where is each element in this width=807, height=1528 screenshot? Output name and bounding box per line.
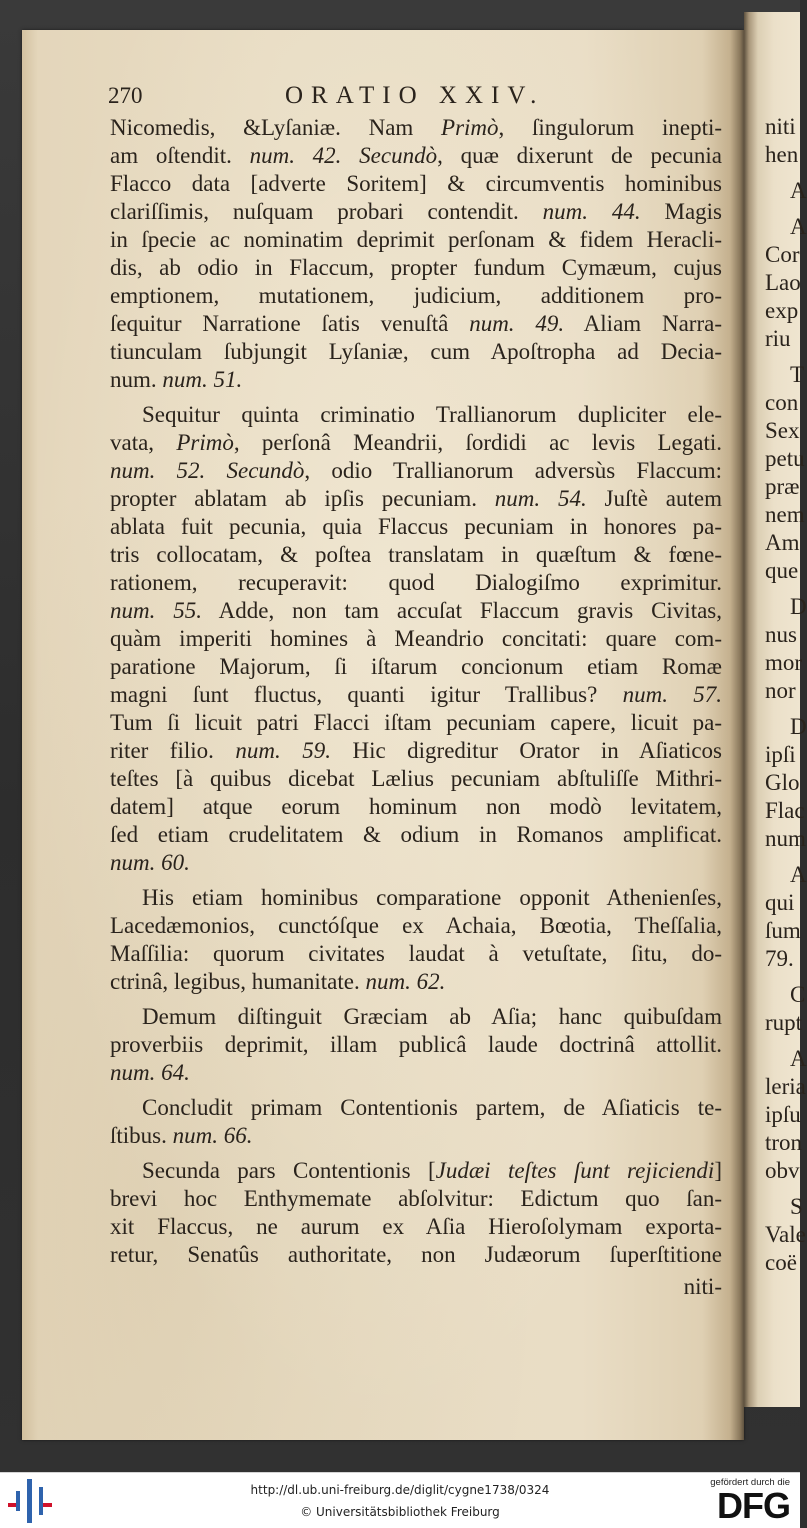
text-run: xit Flaccus, ne aurum ex Aſia Hieroſolymam exporta- (110, 1214, 722, 1239)
facing-line-fragment: nem (765, 502, 805, 527)
text-run: Tum ſi licuit patri Flacci iſtam pecuniam capere, licuit pa- (110, 710, 722, 735)
facing-paragraph (765, 593, 807, 705)
facing-line-fragment: qui (765, 890, 795, 915)
paragraph (110, 884, 722, 996)
facing-line-fragment: exp (765, 298, 799, 323)
text-run: Maſſilia: quorum civitates laudat à vetuſtate, ſitu, do- (110, 941, 722, 966)
facing-line-fragment: S (790, 1194, 803, 1219)
text-run: emptionem, mutationem, judicium, additionem pro- (110, 283, 722, 308)
text-line (110, 1122, 722, 1150)
text-run: tiunculam ſubjungit Lyſaniæ, cum Apoſtropha ad Decia- (110, 339, 722, 364)
facing-line-fragment: nus (765, 622, 797, 647)
text-line (110, 765, 722, 793)
italic-run: num. 52. (110, 458, 206, 483)
paragraph (110, 114, 722, 394)
text-line (110, 485, 722, 513)
facing-page (744, 12, 807, 1407)
text-line (110, 1031, 722, 1059)
copyright-notice: © Universitätsbibliothek Freiburg (300, 1505, 500, 1519)
text-run: ſed etiam crudelitatem & odium in Romanos amplificat. (110, 822, 722, 847)
text-run: dis, ab odio in Flaccum, propter fundum Cymæum, cujus (110, 255, 722, 280)
text-line (110, 1059, 722, 1087)
text-line (110, 821, 722, 849)
facing-paragraph (765, 1045, 807, 1185)
text-line (110, 849, 722, 877)
page-body (110, 114, 722, 1269)
text-line (110, 198, 722, 226)
facing-line-fragment: A (790, 214, 807, 239)
italic-run: num. 44. (542, 199, 641, 224)
facing-line-fragment: Vale (765, 1222, 806, 1247)
text-run: proverbiis deprimit, illam publicâ laude doctrinâ attollit. (110, 1032, 722, 1057)
text-column (110, 82, 722, 1301)
facing-line-fragment: Glo (765, 770, 800, 795)
italic-run: Judæi teſtes ſunt rejiciendi (435, 1158, 715, 1183)
text-run: ſequitur Narratione ſatis venuſtâ (110, 311, 470, 336)
facing-line-fragment: ipſu (765, 1102, 801, 1127)
text-run: , quæ dixerunt de pecunia (437, 143, 722, 168)
footer-bar (0, 1472, 800, 1528)
text-line (110, 429, 722, 457)
facing-line-fragment: D (790, 594, 807, 619)
text-line (110, 597, 722, 625)
text-line (110, 366, 722, 394)
text-line (110, 1157, 722, 1185)
italic-run: num. 55. (110, 598, 203, 623)
facing-paragraph (765, 1193, 806, 1277)
text-run: brevi hoc Enthymemate abſolvitur: Edictum quo ſan- (110, 1186, 722, 1211)
facing-line-fragment: Sex (765, 418, 800, 443)
text-line (110, 457, 722, 485)
facing-line-fragment: tron (765, 1130, 803, 1155)
text-run: propter ablatam ab ipſis pecuniam. (110, 486, 495, 511)
facing-paragraph (765, 113, 800, 169)
text-line (110, 170, 722, 198)
italic-run: Secundò (359, 143, 438, 168)
text-line (110, 793, 722, 821)
text-run: , odio Trallianorum adversùs Flaccum: (304, 458, 722, 483)
facing-line-fragment: obv (765, 1158, 800, 1183)
text-run: Sequitur quinta criminatio Trallianorum dupliciter ele- (142, 402, 722, 427)
text-line (110, 226, 722, 254)
facing-paragraph (765, 361, 805, 585)
permalink-url[interactable]: http://dl.ub.uni-freiburg.de/diglit/cygne1738/0324 (250, 1483, 550, 1497)
text-run: ] (714, 1158, 722, 1183)
dfg-logo: DFG (717, 1485, 790, 1526)
text-line (110, 338, 722, 366)
text-line (110, 541, 722, 569)
text-run: teſtes [à quibus dicebat Lælius pecuniam abſtuliſſe Mithri- (110, 766, 722, 791)
italic-run: num. 54. (494, 486, 587, 511)
facing-line-fragment: num (765, 826, 806, 851)
text-run: num. (110, 367, 163, 392)
text-run: quàm imperiti homines à Meandrio concitati: quare com- (110, 626, 722, 651)
facing-line-fragment: C (790, 982, 806, 1007)
text-line (110, 912, 722, 940)
text-run: Hic digreditur Orator in Aſiaticos (330, 738, 722, 763)
text-line (110, 1185, 722, 1213)
text-line (110, 884, 722, 912)
facing-paragraph (765, 213, 807, 353)
italic-run: num. 62. (365, 969, 446, 994)
facing-line-fragment: Flac (765, 798, 805, 823)
left-page (22, 30, 744, 1440)
facing-line-fragment: A (790, 1046, 807, 1071)
paragraph (110, 1003, 722, 1087)
facing-line-fragment: niti (765, 114, 796, 139)
text-line (110, 513, 722, 541)
text-run (341, 143, 359, 168)
italic-run: Secundò (226, 458, 305, 483)
text-run: rationem, recuperavit: quod Dialogiſmo exprimitur. (110, 570, 722, 595)
text-run: paratione Majorum, ſi iſtarum concionum etiam Romæ (110, 654, 722, 679)
facing-line-fragment: Am (765, 530, 800, 555)
italic-run: num. 66. (172, 1123, 253, 1148)
italic-run: num. 49. (469, 311, 565, 336)
library-logo-icon (8, 1479, 52, 1523)
italic-run: Primò (441, 115, 499, 140)
text-run: Magis (640, 199, 722, 224)
text-run: ſtibus. (110, 1123, 173, 1148)
text-line (110, 625, 722, 653)
text-run: ctrinâ, legibus, humanitate. (110, 969, 366, 994)
text-run: vata, (110, 430, 177, 455)
text-line (110, 1003, 722, 1031)
facing-line-fragment: ipſi (765, 742, 796, 767)
facing-line-fragment: rupt (765, 1010, 803, 1035)
text-run: magni ſunt fluctus, quanti igitur Trallibus? (110, 682, 623, 707)
facing-line-fragment: T (790, 362, 805, 387)
facing-line-fragment: mor (765, 650, 803, 675)
facing-line-fragment: riu (765, 326, 791, 351)
text-line (110, 569, 722, 597)
facing-page-text (765, 113, 807, 1277)
running-head (110, 82, 722, 110)
page-number: 270 (108, 83, 143, 108)
facing-line-fragment: 79. (765, 946, 794, 971)
text-run: Concludit primam Contentionis partem, de Aſiaticis te- (142, 1095, 722, 1120)
text-run: Adde, non tam accuſat Flaccum gravis Civitas, (202, 598, 722, 623)
text-run (205, 458, 226, 483)
facing-line-fragment: que (765, 558, 799, 583)
catchword: niti- (683, 1274, 722, 1299)
text-line (110, 282, 722, 310)
text-line (110, 968, 722, 996)
facing-paragraph (765, 713, 807, 853)
facing-line-fragment: D (790, 714, 807, 739)
text-run: Secunda pars Contentionis [ (142, 1158, 436, 1183)
facing-line-fragment: ſum (765, 918, 801, 943)
text-line (110, 940, 722, 968)
facing-paragraph (765, 981, 806, 1037)
text-line (110, 254, 722, 282)
italic-run: num. 64. (110, 1060, 190, 1085)
text-run: tris collocatam, & poſtea translatam in quæſtum & fœne- (110, 542, 722, 567)
facing-line-fragment: A (790, 178, 807, 203)
text-run: in ſpecie ac nominatim deprimit perſonam & fidem Heracli- (110, 227, 722, 252)
italic-run: num. 59. (235, 738, 331, 763)
text-run: retur, Senatûs authoritate, non Judæorum ſuperſtitione (110, 1242, 722, 1267)
funding-note: gefördert durch die (710, 1477, 790, 1488)
facing-line-fragment: petu (765, 446, 805, 471)
text-line (110, 681, 722, 709)
facing-line-fragment: con (765, 390, 799, 415)
text-run: Lacedæmonios, cunctóſque ex Achaia, Bœotia, Theſſalia, (110, 913, 722, 938)
italic-run: Primò (176, 430, 234, 455)
text-run: Demum diſtinguit Græciam ab Aſia; hanc quibuſdam (142, 1004, 722, 1029)
text-line (110, 737, 722, 765)
paragraph (110, 401, 722, 877)
text-run: clariſſimis, nuſquam probari contendit. (110, 199, 543, 224)
text-line (110, 709, 722, 737)
text-run: Flacco data [adverte Soritem] & circumventis hominibus (110, 171, 722, 196)
text-line (110, 653, 722, 681)
italic-run: num. 51. (162, 367, 243, 392)
text-run: , ſingulorum inepti- (498, 115, 723, 140)
facing-paragraph (765, 861, 807, 973)
text-line (110, 142, 722, 170)
facing-line-fragment: A (790, 862, 807, 887)
running-title: ORATIO XXIV. (285, 82, 545, 109)
text-run: Nicomedis, &Lyſaniæ. Nam (110, 115, 442, 140)
facing-line-fragment: Lao (765, 270, 801, 295)
text-line (110, 1241, 722, 1269)
paragraph (110, 1157, 722, 1269)
text-line (110, 401, 722, 429)
text-line (110, 310, 722, 338)
text-run: Juſtè autem (586, 486, 722, 511)
text-run: His etiam hominibus comparatione opponit Athenienſes, (142, 885, 722, 910)
text-run: , perſonâ Meandrii, ſordidi ac levis Legati. (233, 430, 722, 455)
text-line (110, 1094, 722, 1122)
text-run: datem] atque eorum hominum non modò levitatem, (110, 794, 722, 819)
text-line (110, 1213, 722, 1241)
text-run: am oſtendit. (110, 143, 250, 168)
italic-run: num. 42. (249, 143, 342, 168)
facing-line-fragment: præ (765, 474, 800, 499)
facing-line-fragment: coë (765, 1250, 797, 1275)
facing-line-fragment: Cor (765, 242, 800, 267)
italic-run: num. 60. (110, 850, 190, 875)
text-run: ablata fuit pecunia, quia Flaccus pecuniam in honores pa- (110, 514, 722, 539)
facing-paragraph (765, 177, 807, 205)
italic-run: num. 57. (622, 682, 722, 707)
facing-line-fragment: hen (765, 142, 799, 167)
text-run: riter filio. (110, 738, 236, 763)
paragraph (110, 1094, 722, 1150)
text-run: Aliam Narra- (564, 311, 722, 336)
facing-line-fragment: nor (765, 678, 796, 703)
text-line (110, 114, 722, 142)
facing-line-fragment: leria (765, 1074, 806, 1099)
